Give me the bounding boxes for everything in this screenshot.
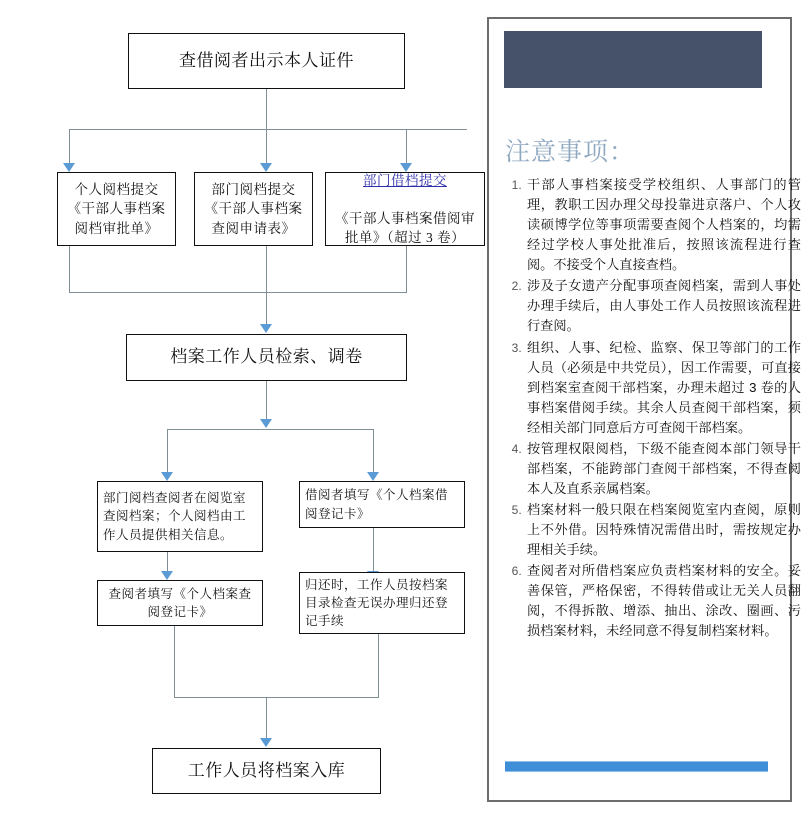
flow-node-archive-in-label: 工作人员将档案入库 — [187, 760, 346, 780]
connector-dept-read-down — [266, 246, 267, 292]
flow-node-personal-read[interactable] — [57, 172, 176, 246]
flow-node-reader-card[interactable] — [97, 580, 263, 626]
connector-merge-bus — [69, 292, 407, 293]
connector-to-dept-reading-room — [167, 429, 168, 474]
flow-node-borrower-card[interactable] — [299, 481, 465, 528]
flow-node-dept-borrow-text — [331, 171, 479, 248]
notes-list — [499, 175, 801, 642]
list-item: 1. 干部人事档案接受学校组织、人事部门的管理，教职工因办理父母投靠进京落户、个人攻读硕博学位等事项需要查阅个人档案的，均需经过学校人事处批准后，按照该流程进行查阅。不接受个人直接查档。 — [525, 175, 801, 275]
connector-start-down — [266, 89, 267, 129]
flow-node-return-check-label: 归还时，工作人员按档案目录检查无误办理归还登记手续 — [305, 577, 449, 629]
notes-bottom-accent-bar — [505, 761, 768, 772]
connector-to-borrower-card — [373, 429, 374, 474]
flow-node-return-check[interactable] — [299, 572, 465, 634]
arrowhead-to-dept-read — [260, 163, 272, 172]
connector-return-check-down — [378, 634, 379, 697]
arrowhead-to-reader-card — [161, 571, 173, 580]
arrowhead-to-staff-search — [260, 324, 272, 333]
flow-node-dept-borrow[interactable] — [325, 172, 485, 246]
connector-second-split-bus — [167, 429, 373, 430]
list-item: 6. 查阅者对所借档案应负责档案材料的安全。妥善保管，严格保密，不得转借或让无关人员翻阅，不得拆散、增添、抽出、涂改、圈画、污损档案材料，未经同意不得复制档案材料。 — [525, 561, 801, 641]
connector-to-archive-in — [266, 697, 267, 741]
connector-split-bus — [69, 129, 467, 130]
flow-node-archive-in[interactable] — [152, 748, 381, 794]
notes-header-banner — [504, 31, 762, 88]
list-item: 4. 按管理权限阅档，下级不能查阅本部门领导干部档案，不能跨部门查阅干部档案，不得查阅本人及直系亲属档案。 — [525, 439, 801, 499]
flow-node-start-label: 查借阅者出示本人证件 — [179, 50, 354, 70]
connector-personal-read-down — [69, 246, 70, 292]
notes-title: 注意事项： — [505, 139, 636, 166]
flow-node-staff-search[interactable] — [126, 334, 407, 381]
connector-to-dept-read — [266, 129, 267, 165]
notes-panel-inner — [499, 27, 801, 792]
flow-node-start[interactable] — [128, 33, 405, 89]
flow-node-dept-borrow-body: 《干部人事档案借阅审批单》（超过 3 卷） — [335, 211, 475, 246]
connector-borrower-card-down — [373, 528, 374, 576]
list-item: 2. 涉及子女遗产分配事项查阅档案，需到人事处办理手续后，由人事处工作人员按照该流程进行查阅。 — [525, 276, 801, 336]
arrowhead-to-borrower-card — [367, 472, 379, 481]
arrowhead-to-dept-reading-room — [161, 472, 173, 481]
list-item: 5. 档案材料一般只限在档案阅览室内查阅，原则上不外借。因特殊情况需借出时，需按规定办理相关手续。 — [525, 500, 801, 560]
connector-final-merge-bus — [174, 697, 379, 698]
arrowhead-to-archive-in — [260, 738, 272, 747]
connector-to-staff-search — [266, 292, 267, 327]
connector-reader-card-down — [174, 626, 175, 697]
notes-panel — [487, 17, 801, 802]
connector-dept-borrow-down — [406, 246, 407, 292]
flow-node-dept-borrow-link[interactable]: 部门借档提交 — [363, 172, 447, 188]
list-item: 3. 组织、人事、纪检、监察、保卫等部门的工作人员（必须是中共党员），因工作需要，可直接到档案室查阅干部档案，办理未超过 3 卷的人事档案借阅手续。其余人员查阅干部档案，须经相关部门同意后方可查阅干部档案。 — [525, 338, 801, 438]
flow-node-dept-reading-room-label: 部门阅档查阅者在阅览室查阅档案；个人阅档由工作人员提供相关信息。 — [103, 491, 247, 542]
flow-node-dept-reading-room[interactable] — [97, 481, 263, 552]
flow-node-personal-read-label: 个人阅档提交《干部人事档案阅档审批单》 — [67, 182, 166, 236]
connector-to-personal-read — [69, 129, 70, 165]
flow-node-borrower-card-label: 借阅者填写《个人档案借阅登记卡》 — [305, 488, 449, 521]
flow-node-dept-read[interactable] — [194, 172, 313, 246]
flow-node-reader-card-label: 查阅者填写《个人档案查阅登记卡》 — [108, 586, 252, 619]
arrowhead-to-personal-read — [63, 163, 75, 172]
flow-node-staff-search-label: 档案工作人员检索、调卷 — [170, 347, 363, 367]
flow-node-dept-read-label: 部门阅档提交《干部人事档案查阅申请表》 — [204, 182, 303, 236]
connector-to-dept-borrow — [406, 129, 407, 165]
arrowhead-second-split — [260, 419, 272, 428]
